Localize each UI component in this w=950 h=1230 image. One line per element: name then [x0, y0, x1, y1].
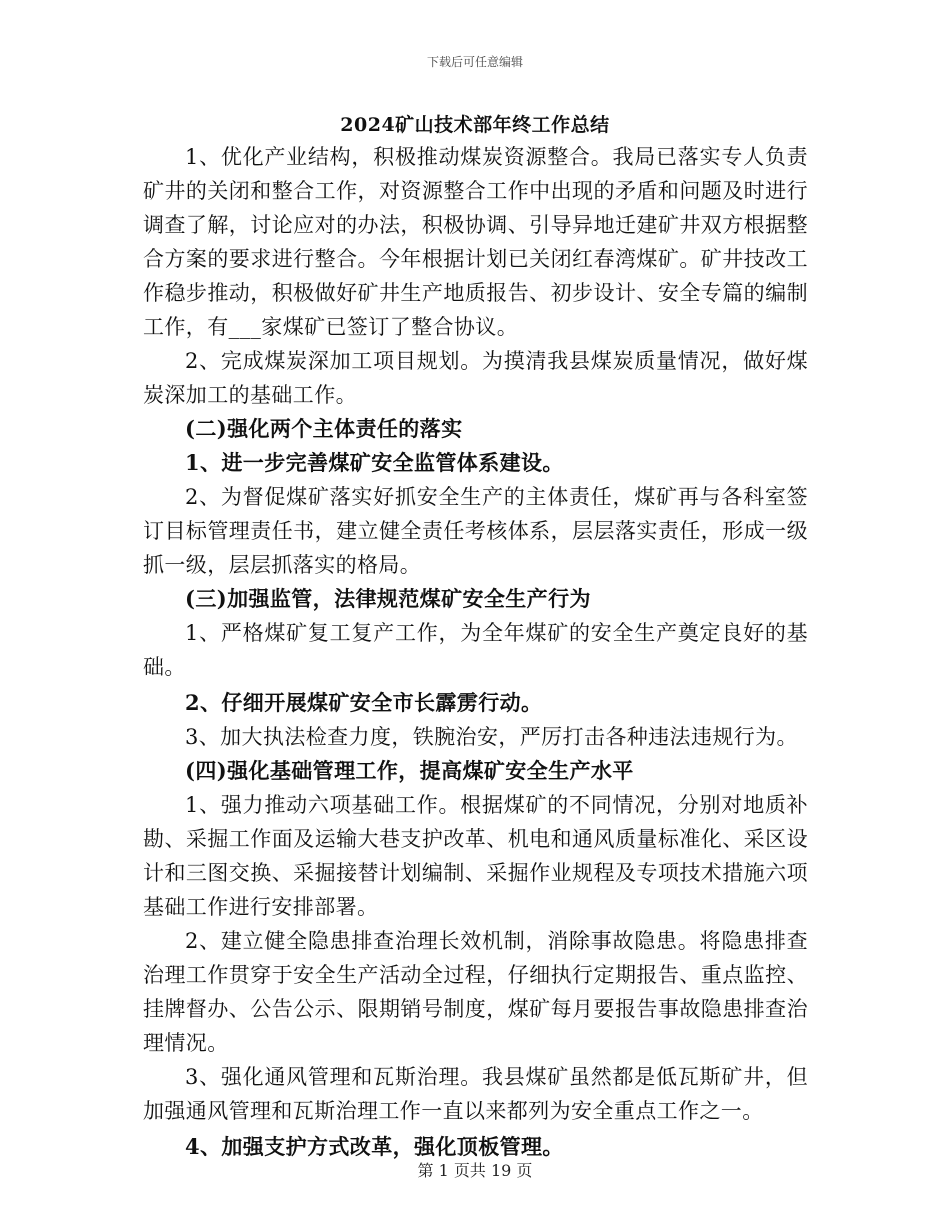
paragraph: 1、进一步完善煤矿安全监管体系建设。: [185, 450, 564, 475]
paragraph: 4、加强支护方式改革，强化顶板管理。: [185, 1134, 564, 1159]
page-number: 第 1 页共 19 页: [417, 1161, 533, 1180]
section-heading: (四)强化基础管理工作，提高煤矿安全生产水平: [185, 758, 634, 783]
page-header-note: 下载后可任意编辑: [426, 55, 523, 69]
paragraph: 1、优化产业结构，积极推动煤炭资源整合。我局已落实专人负责矿井的关闭和整合工作，对资源整合工作中出现的矛盾和问题及时进行调查了解，讨论应对的办法，积极协调、引导异地迁建矿井双方根据整合方案的要求进行整合。今年根据计划已关闭红春湾煤矿。矿井技改工作稳步推动，积极做好矿井生产地质报告、初步设计、安全专篇的编制工作，有___家煤矿已签订了整合协议。: [143, 145, 808, 339]
paragraph: 2、仔细开展煤矿安全市长霹雳行动。: [185, 690, 543, 715]
paragraph: 1、强力推动六项基础工作。根据煤矿的不同情况，分别对地质补勘、采掘工作面及运输大巷支护改革、机电和通风质量标准化、采区设计和三图交换、采掘接替计划编制、采掘作业规程及专项技术措施六项基础工作进行安排部署。: [143, 793, 808, 919]
paragraph: 3、加大执法检查力度，铁腕治安，严厉打击各种违法违规行为。: [185, 725, 798, 749]
section-heading: (二)强化两个主体责任的落实: [185, 416, 463, 441]
paragraph: 2、为督促煤矿落实好抓安全生产的主体责任，煤矿再与各科室签订目标管理责任书，建立健全责任考核体系，层层落实责任，形成一级抓一级，层层抓落实的格局。: [143, 485, 808, 577]
paragraph: 2、完成煤炭深加工项目规划。为摸清我县煤炭质量情况，做好煤炭深加工的基础工作。: [143, 349, 808, 407]
paragraph: 3、强化通风管理和瓦斯治理。我县煤矿虽然都是低瓦斯矿井，但加强通风管理和瓦斯治理工作一直以来都列为安全重点工作之一。: [143, 1065, 808, 1123]
document-title: 2024矿山技术部年终工作总结: [340, 114, 610, 136]
document-body: [143, 140, 808, 1164]
section-heading: (三)加强监管，法律规范煤矿安全生产行为: [185, 586, 591, 611]
paragraph: 1、严格煤矿复工复产工作，为全年煤矿的安全生产奠定良好的基础。: [143, 621, 808, 679]
paragraph: 2、建立健全隐患排查治理长效机制，消除事故隐患。将隐患排查治理工作贯穿于安全生产活动全过程，仔细执行定期报告、重点监控、挂牌督办、公告公示、限期销号制度，煤矿每月要报告事故隐患排查治理情况。: [143, 929, 808, 1055]
